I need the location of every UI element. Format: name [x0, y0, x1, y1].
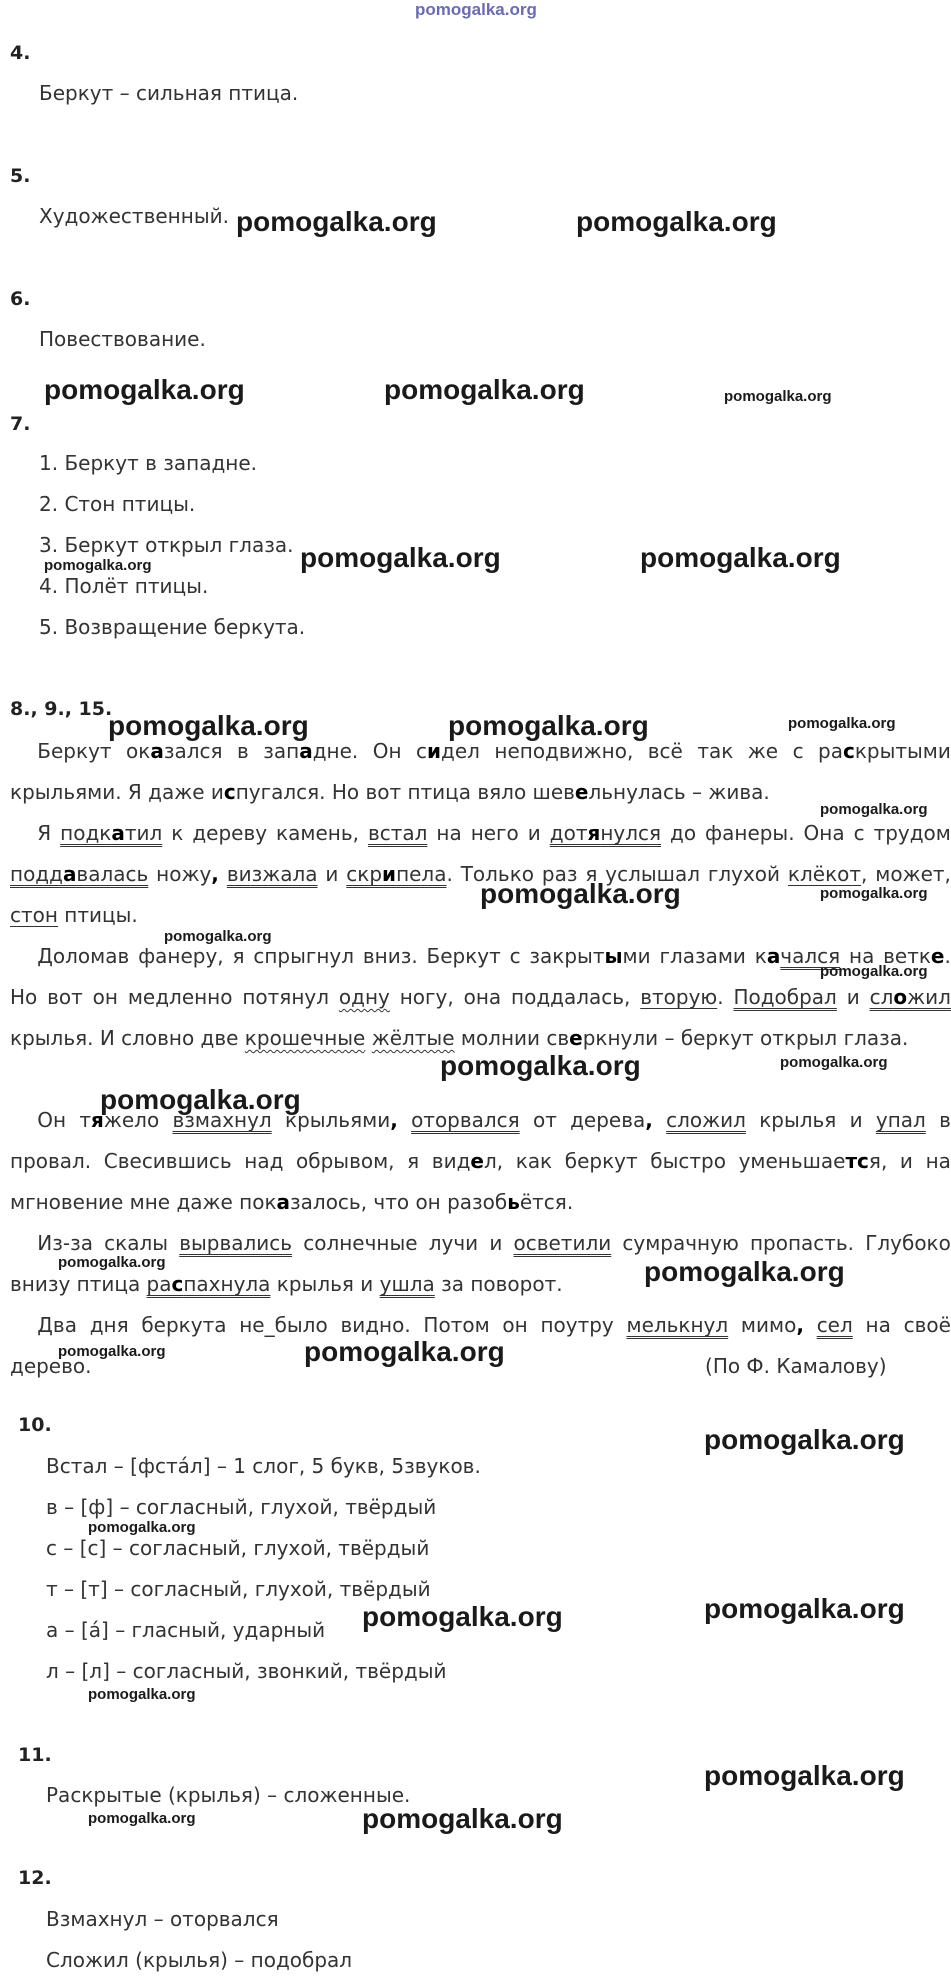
question-number-7: 7.: [10, 413, 31, 435]
plan-item-1: 1. Беркут в западне.: [39, 451, 258, 475]
text-paragraph-1: Беркут оказался в западне. Он сидел неподвижно, всё так же с раскрытыми крыльями. Я даже испугался. Но вот птица вяло шевельнулась – жива.: [10, 739, 951, 804]
watermark: pomogalka.org: [304, 1336, 505, 1367]
answer-5: Художественный.: [39, 204, 229, 228]
watermark: pomogalka.org: [820, 963, 928, 980]
answer-6: Повествование.: [39, 327, 206, 351]
phonetic-analysis-summary: Встал – [фстáл] – 1 слог, 5 букв, 5звуков.: [46, 1454, 481, 1478]
text-paragraph-2: Я подкатил к дереву камень, встал на него и дотянулся до фанеры. Она с трудом поддавалась ножу, визжала и скрипела. Только раз я услышал глухой клёкот, может, стон птицы.: [10, 821, 951, 927]
plan-item-3: 3. Беркут открыл глаза.: [39, 533, 294, 557]
text-paragraph-4: Он тяжело взмахнул крыльями, оторвался от дерева, сложил крылья и упал в провал. Свесившись над обрывом, я видел, как беркут быстро уменьшается, и на мгновение мне даже показалось, что он разобьётся.: [10, 1108, 951, 1214]
watermark: pomogalka.org: [704, 1760, 905, 1791]
text-paragraph-5: Из-за скалы вырвались солнечные лучи и осветили сумрачную пропасть. Глубоко внизу птица распахнула крылья и ушла за поворот.: [10, 1231, 951, 1296]
question-number-10: 10.: [18, 1414, 52, 1436]
text-paragraph-6: Два дня беркута не_было видно. Потом он поутру мелькнул мимо, сел на своё дерево. (По Ф. Камалову): [10, 1305, 951, 1387]
watermark: pomogalka.org: [164, 928, 272, 945]
watermark: pomogalka.org: [100, 1084, 301, 1115]
plan-item-4: 4. Полёт птицы.: [39, 574, 209, 598]
answer-11: Раскрытые (крылья) – сложенные.: [46, 1783, 411, 1807]
phonetic-sound-t: т – [т] – согласный, глухой, твёрдый: [46, 1577, 431, 1601]
text-paragraph-3: Доломав фанеру, я спрыгнул вниз. Беркут с закрытыми глазами качался на ветке. Но вот он медленно потянул одну ногу, она поддалась, вторую. Подобрал и сложил крылья. И словно две крошечные жёлтые молнии сверкнули – беркут открыл глаза.: [10, 944, 951, 1050]
question-number-5: 5.: [10, 165, 31, 187]
watermark: pomogalka.org: [108, 710, 309, 741]
watermark: pomogalka.org: [236, 206, 437, 237]
watermark: pomogalka.org: [820, 885, 928, 902]
watermark: pomogalka.org: [88, 1686, 196, 1703]
watermark: pomogalka.org: [58, 1343, 166, 1360]
plan-item-2: 2. Стон птицы.: [39, 492, 196, 516]
watermark: pomogalka.org: [724, 388, 832, 405]
watermark: pomogalka.org: [576, 206, 777, 237]
watermark: pomogalka.org: [44, 374, 245, 405]
watermark: pomogalka.org: [704, 1593, 905, 1624]
watermark: pomogalka.org: [362, 1601, 563, 1632]
plan-item-5: 5. Возвращение беркута.: [39, 615, 306, 639]
phonetic-sound-a: а – [á] – гласный, ударный: [46, 1618, 326, 1642]
phonetic-sound-l: л – [л] – согласный, звонкий, твёрдый: [46, 1659, 447, 1683]
watermark: pomogalka.org: [44, 557, 152, 574]
answer-12-line-1: Взмахнул – оторвался: [46, 1907, 279, 1931]
text-author: (По Ф. Камалову): [705, 1354, 887, 1378]
question-number-12: 12.: [18, 1867, 52, 1889]
answer-12-line-2: Сложил (крылья) – подобрал: [46, 1948, 353, 1972]
watermark: pomogalka.org: [788, 715, 896, 732]
watermark: pomogalka.org: [480, 878, 681, 909]
question-number-4: 4.: [10, 42, 31, 64]
watermark: pomogalka.org: [780, 1054, 888, 1071]
site-watermark-top: pomogalka.org: [415, 0, 537, 19]
watermark: pomogalka.org: [644, 1256, 845, 1287]
answer-4: Беркут – сильная птица.: [39, 81, 299, 105]
watermark: pomogalka.org: [58, 1254, 166, 1271]
watermark: pomogalka.org: [300, 542, 501, 573]
watermark: pomogalka.org: [640, 542, 841, 573]
watermark: pomogalka.org: [384, 374, 585, 405]
question-number-6: 6.: [10, 288, 31, 310]
question-number-11: 11.: [18, 1744, 52, 1766]
question-number-8-9-15: 8., 9., 15.: [10, 698, 113, 720]
watermark: pomogalka.org: [362, 1803, 563, 1834]
watermark: pomogalka.org: [448, 710, 649, 741]
watermark: pomogalka.org: [88, 1519, 196, 1536]
phonetic-sound-v: в – [ф] – согласный, глухой, твёрдый: [46, 1495, 437, 1519]
watermark: pomogalka.org: [704, 1424, 905, 1455]
watermark: pomogalka.org: [88, 1810, 196, 1827]
watermark: pomogalka.org: [440, 1050, 641, 1081]
watermark: pomogalka.org: [820, 801, 928, 818]
phonetic-sound-s: с – [с] – согласный, глухой, твёрдый: [46, 1536, 430, 1560]
